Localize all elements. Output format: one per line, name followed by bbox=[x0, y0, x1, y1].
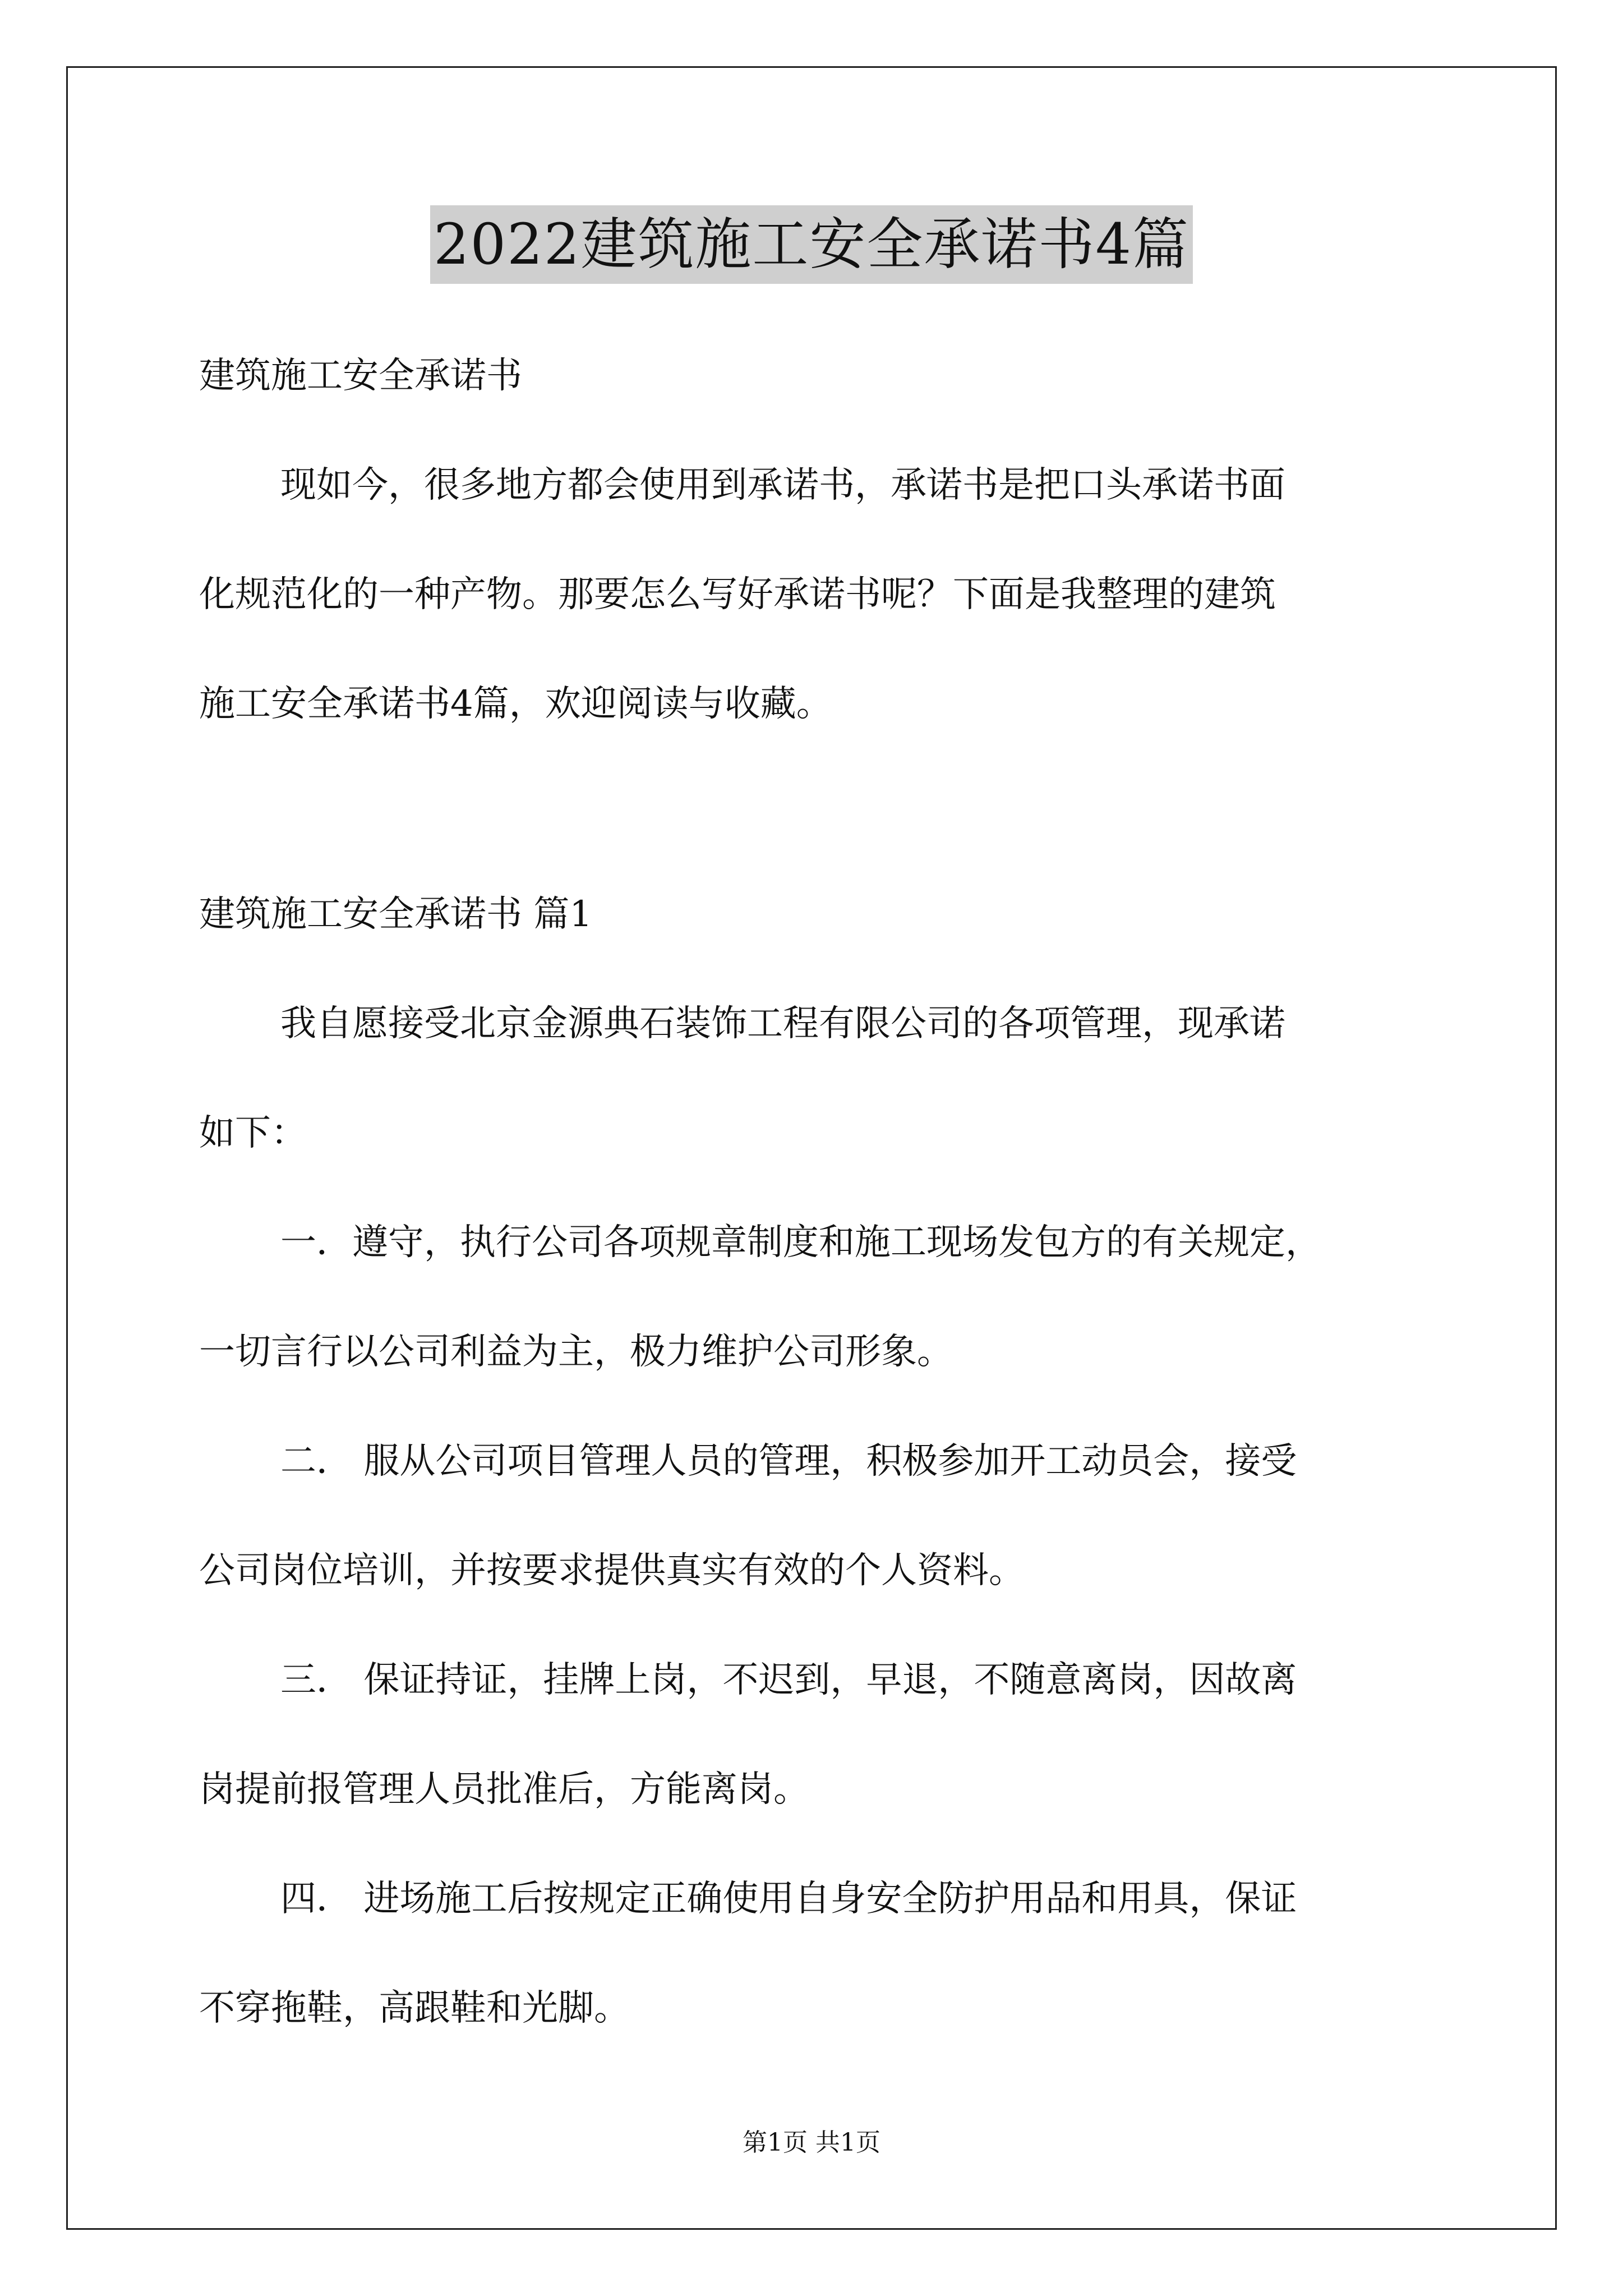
paragraph-line: 四． 进场施工后按规定正确使用自身安全防护用品和用具，保证 bbox=[280, 1878, 1297, 1920]
intro-line-3: 施工安全承诺书4篇，欢迎阅读与收藏。 bbox=[199, 683, 832, 725]
paragraph-line: 二． 服从公司项目管理人员的管理，积极参加开工动员会，接受 bbox=[280, 1441, 1297, 1482]
paragraph-line: 公司岗位培训，并按要求提供真实有效的个人资料。 bbox=[199, 1550, 1025, 1591]
paragraph-line: 岗提前报管理人员批准后，方能离岗。 bbox=[199, 1769, 809, 1810]
paragraph-line: 一．遵守，执行公司各项规章制度和施工现场发包方的有关规定， bbox=[280, 1222, 1321, 1263]
paragraph-line: 我自愿接受北京金源典石装饰工程有限公司的各项管理，现承诺 bbox=[280, 1003, 1285, 1045]
paragraph-line: 一切言行以公司利益为主，极力维护公司形象。 bbox=[199, 1331, 953, 1373]
paragraph-line: 不穿拖鞋，高跟鞋和光脚。 bbox=[199, 1987, 630, 2029]
page-footer: 第1页 共1页 bbox=[743, 2128, 880, 2157]
section-heading: 建筑施工安全承诺书 篇1 bbox=[199, 894, 593, 935]
title-container bbox=[0, 205, 1623, 284]
paragraph-line: 如下： bbox=[199, 1112, 307, 1154]
paragraph-line: 三． 保证持证，挂牌上岗，不迟到，早退，不随意离岗，因故离 bbox=[280, 1659, 1297, 1701]
document-title: 2022建筑施工安全承诺书4篇 bbox=[430, 205, 1193, 284]
intro-line-1: 现如今，很多地方都会使用到承诺书，承诺书是把口头承诺书面 bbox=[280, 464, 1285, 506]
subtitle: 建筑施工安全承诺书 bbox=[199, 355, 522, 397]
intro-line-2: 化规范化的一种产物。那要怎么写好承诺书呢？下面是我整理的建筑 bbox=[199, 574, 1276, 615]
